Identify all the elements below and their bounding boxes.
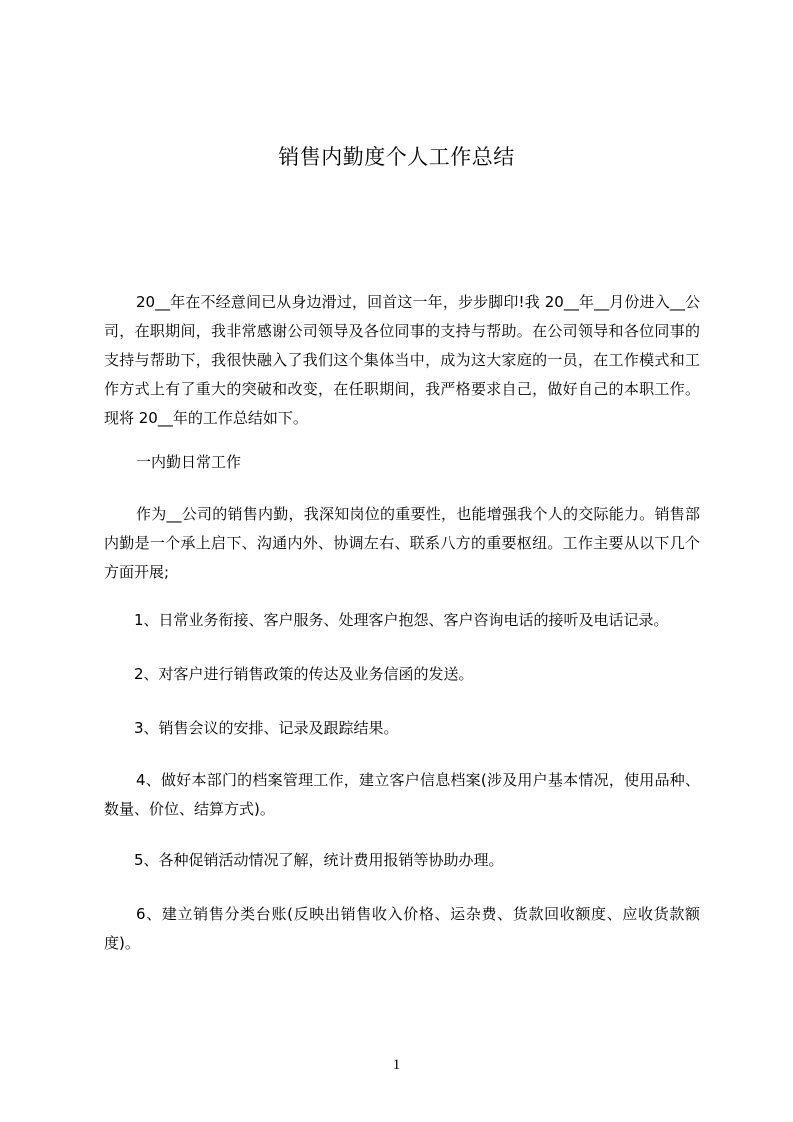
- page-number: 1: [392, 1057, 401, 1073]
- intro-paragraph: 20__年在不经意间已从身边滑过，回首这一年，步步脚印!我 20__年__月份进入__公司，在职期间，我非常感谢公司领导及各位同事的支持与帮助。在公司领导和各位同事的支持与帮助下，我很快融入了我们这个集体当中，成为这大家庭的一员，在工作模式和工作方式上有了重大的突破和改变，在任职期间，我严格要求自己，做好自己的本职工作。现将 20__年的工作总结如下。: [104, 293, 700, 427]
- list-item: 3、销售会议的安排、记录及跟踪结果。: [134, 719, 399, 737]
- list-item: 4、做好本部门的档案管理工作，建立客户信息档案(涉及用户基本情况，使用品种、数量、价位、结算方式)。: [104, 771, 700, 818]
- section-intro-paragraph: 作为__公司的销售内勤，我深知岗位的重要性，也能增强我个人的交际能力。销售部内勤是一个承上启下、沟通内外、协调左右、联系八方的重要枢纽。工作主要从以下几个方面开展;: [104, 505, 700, 581]
- section-heading: 一内勤日常工作: [136, 453, 242, 471]
- list-item: 5、各种促销活动情况了解，统计费用报销等协助办理。: [134, 851, 504, 869]
- list-item: 1、日常业务衔接、客户服务、处理客户抱怨、客户咨询电话的接听及电话记录。: [134, 611, 669, 629]
- list-item: 6、建立销售分类台账(反映出销售收入价格、运杂费、货款回收额度、应收货款额度)。: [104, 905, 700, 952]
- document-title: 销售内勤度个人工作总结: [278, 145, 515, 169]
- list-item: 2、对客户进行销售政策的传达及业务信函的发送。: [134, 665, 474, 683]
